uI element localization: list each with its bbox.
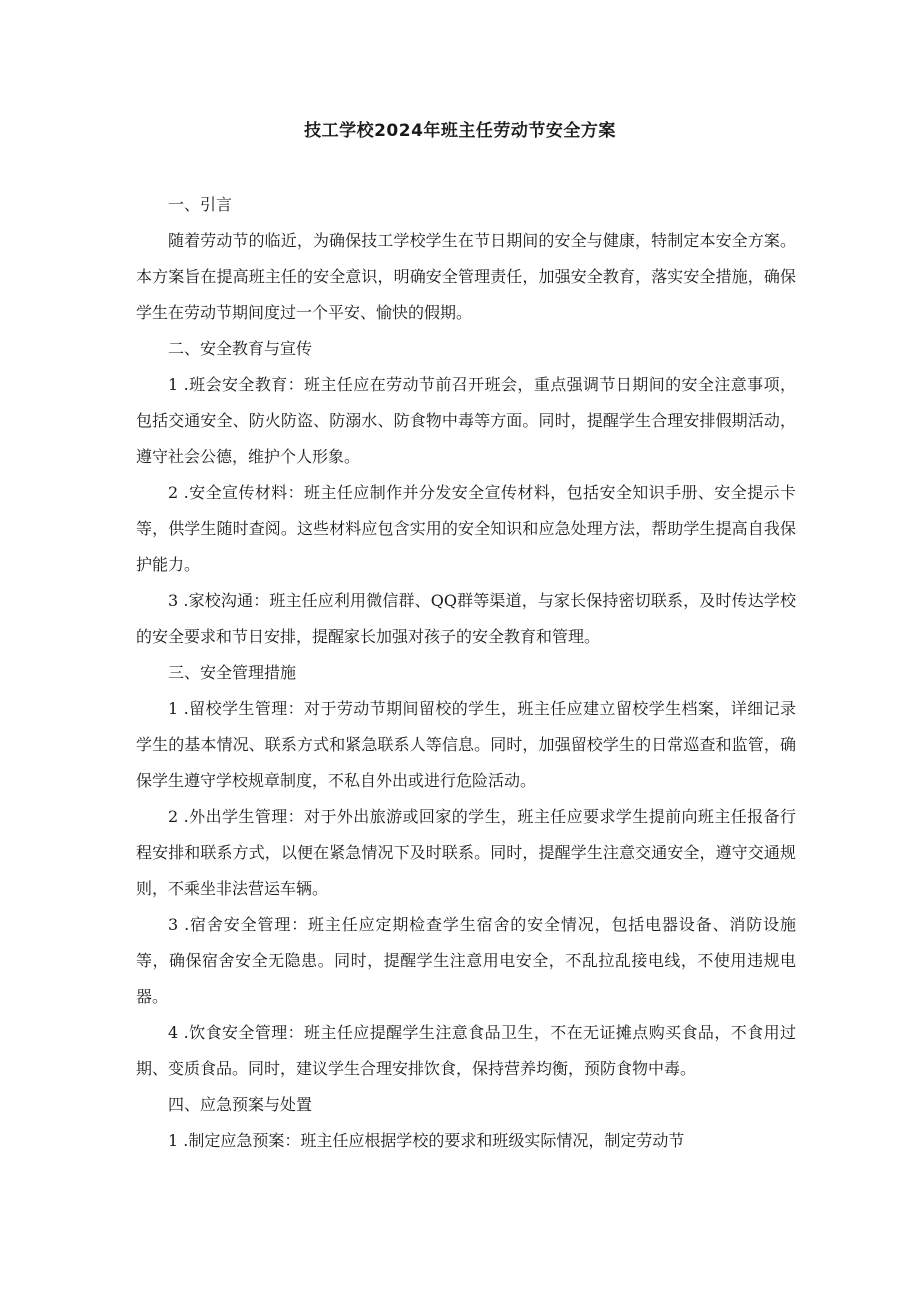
- section-heading-education: 二、安全教育与宣传: [168, 339, 313, 358]
- paragraph-emergency-plan: 1 .制定应急预案：班主任应根据学校的要求和班级实际情况，制定劳动节: [168, 1131, 685, 1150]
- section-heading-emergency: 四、应急预案与处置: [168, 1095, 313, 1114]
- paragraph-dormitory: 3 .宿舍安全管理：班主任应定期检查学生宿舍的安全情况，包括电器设备、消防设施等，确保宿舍安全无隐患。同时，提醒学生注意用电安全，不乱拉乱接电线，不使用违规电器。: [136, 915, 796, 1006]
- paragraph-food-safety: 4 .饮食安全管理：班主任应提醒学生注意食品卫生，不在无证摊点购买食品，不食用过期、变质食品。同时，建议学生合理安排饮食，保持营养均衡，预防食物中毒。: [136, 1023, 796, 1078]
- document-title: 技工学校2024年班主任劳动节安全方案: [304, 121, 616, 141]
- paragraph-class-meeting: 1 .班会安全教育：班主任应在劳动节前召开班会，重点强调节日期间的安全注意事项，包括交通安全、防火防盗、防溺水、防食物中毒等方面。同时，提醒学生合理安排假期活动，遵守社会公德，维护个人形象。: [136, 375, 796, 466]
- paragraph-intro: 随着劳动节的临近，为确保技工学校学生在节日期间的安全与健康，特制定本安全方案。本方案旨在提高班主任的安全意识，明确安全管理责任，加强安全教育，落实安全措施，确保学生在劳动节期间度过一个平安、愉快的假期。: [136, 231, 796, 322]
- paragraph-materials: 2 .安全宣传材料：班主任应制作并分发安全宣传材料，包括安全知识手册、安全提示卡等，供学生随时查阅。这些材料应包含实用的安全知识和应急处理方法，帮助学生提高自我保护能力。: [136, 483, 796, 574]
- document-body: [136, 187, 796, 1159]
- section-heading-intro: 一、引言: [168, 195, 233, 214]
- paragraph-outgoing-students: 2 .外出学生管理：对于外出旅游或回家的学生，班主任应要求学生提前向班主任报备行程安排和联系方式，以便在紧急情况下及时联系。同时，提醒学生注意交通安全，遵守交通规则，不乘坐非法营运车辆。: [136, 807, 796, 898]
- paragraph-home-school: 3 .家校沟通：班主任应利用微信群、QQ群等渠道，与家长保持密切联系，及时传达学校的安全要求和节日安排，提醒家长加强对孩子的安全教育和管理。: [136, 591, 796, 646]
- section-heading-management: 三、安全管理措施: [168, 663, 297, 682]
- paragraph-resident-students: 1 .留校学生管理：对于劳动节期间留校的学生，班主任应建立留校学生档案，详细记录学生的基本情况、联系方式和紧急联系人等信息。同时，加强留校学生的日常巡查和监管，确保学生遵守学校规章制度，不私自外出或进行危险活动。: [136, 699, 796, 790]
